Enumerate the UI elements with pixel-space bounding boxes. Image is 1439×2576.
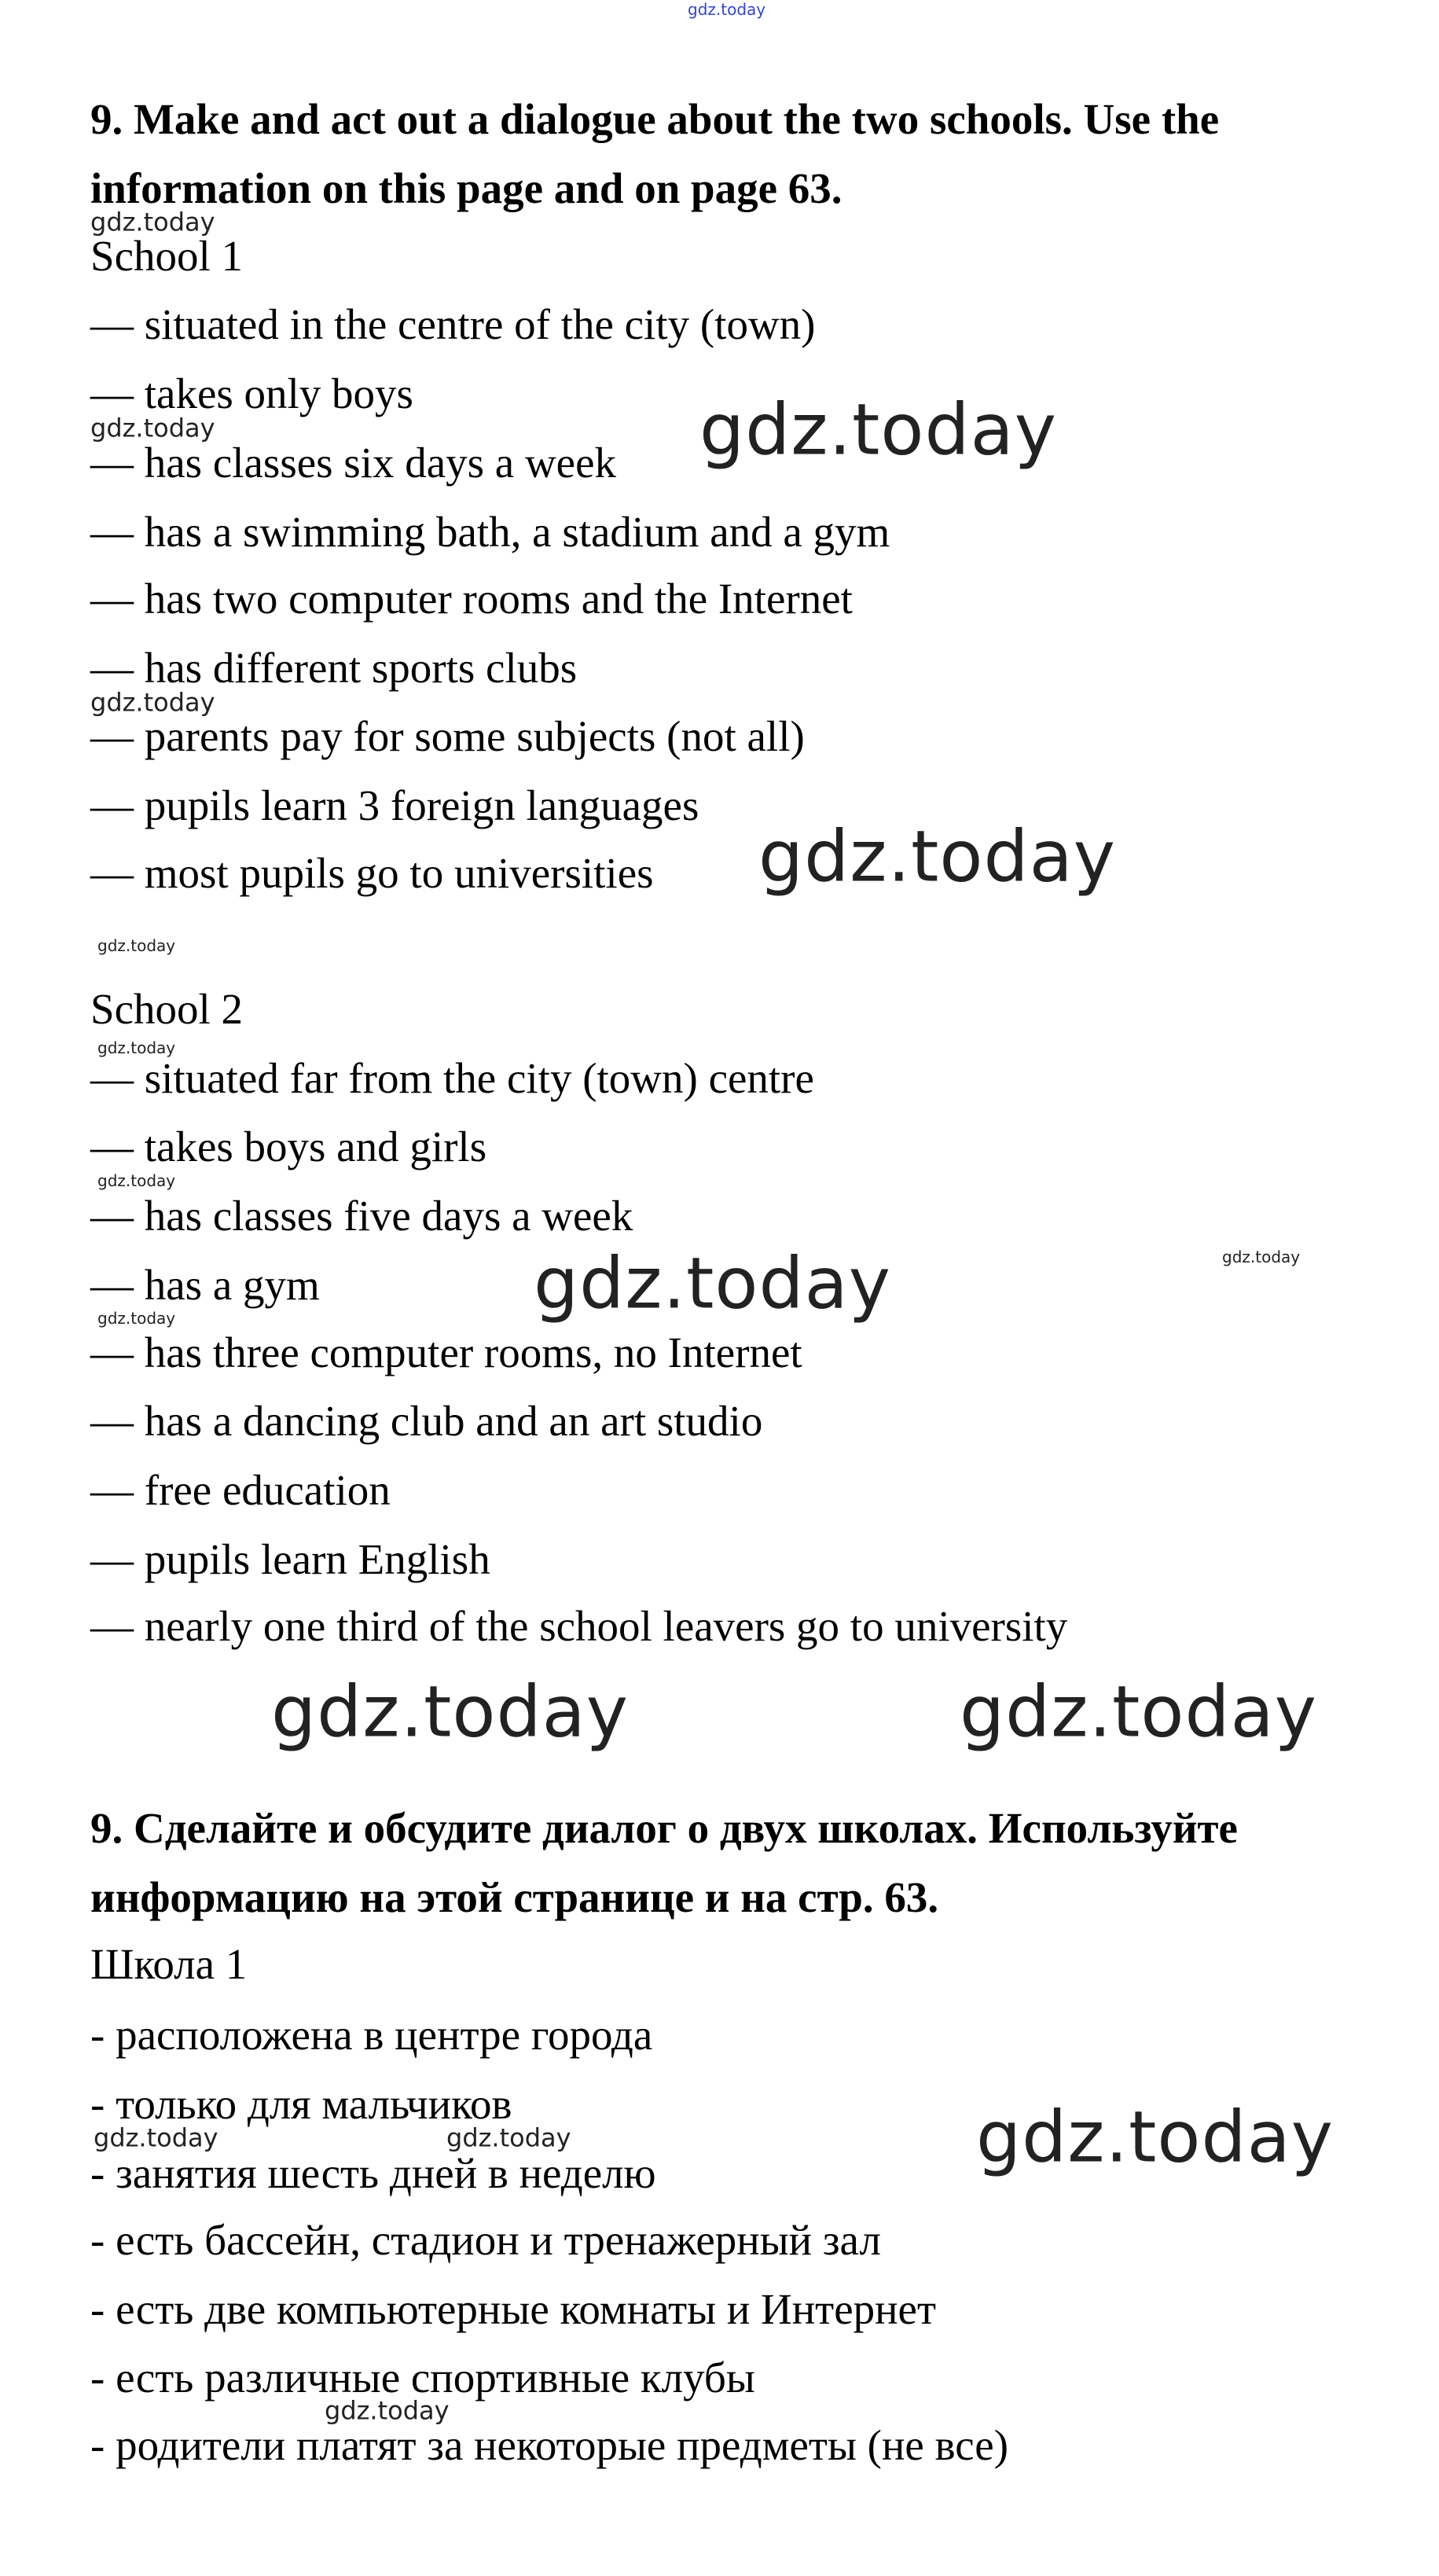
list-item: — situated far from the city (town) centre bbox=[90, 1054, 814, 1102]
list-item: - расположена в центре города bbox=[90, 2011, 653, 2059]
list-item: — takes only boys bbox=[90, 369, 413, 417]
list-item: — parents pay for some subjects (not all) bbox=[90, 712, 805, 760]
list-item: — has a dancing club and an art studio bbox=[90, 1397, 763, 1445]
watermark: gdz.today bbox=[271, 1670, 630, 1754]
watermark: gdz.today bbox=[758, 815, 1117, 898]
watermark: gdz.today bbox=[960, 1670, 1318, 1754]
list-item: — situated in the centre of the city (town) bbox=[90, 300, 816, 348]
watermark: gdz.today bbox=[325, 2395, 450, 2426]
watermark: gdz.today bbox=[97, 936, 176, 955]
watermark: gdz.today bbox=[534, 1242, 892, 1325]
list-item: — most pupils go to universities bbox=[90, 849, 654, 897]
school-2-heading: School 2 bbox=[90, 985, 244, 1033]
list-item: - родители платят за некоторые предметы (не все) bbox=[90, 2421, 1009, 2469]
list-item: — free education bbox=[90, 1466, 391, 1514]
watermark: gdz.today bbox=[976, 2096, 1334, 2179]
watermark: gdz.today bbox=[446, 2122, 571, 2153]
watermark: gdz.today bbox=[90, 207, 215, 237]
list-item: - есть две компьютерные комнаты и Интернет bbox=[90, 2285, 936, 2333]
list-item: - только для мальчиков bbox=[90, 2080, 512, 2128]
list-item: — has a gym bbox=[90, 1261, 320, 1309]
list-item: — pupils learn 3 foreign languages bbox=[90, 781, 699, 829]
watermark: gdz.today bbox=[699, 388, 1058, 472]
watermark: gdz.today bbox=[97, 1309, 176, 1328]
school-1-heading-ru: Школа 1 bbox=[90, 1940, 248, 1988]
exercise-title-ru-line-1: 9. Сделайте и обсудите диалог о двух школах. Используйте bbox=[90, 1804, 1238, 1852]
watermark: gdz.today bbox=[90, 687, 215, 718]
list-item: - есть бассейн, стадион и тренажерный зал bbox=[90, 2216, 881, 2264]
list-item: — pupils learn English bbox=[90, 1535, 490, 1583]
watermark: gdz.today bbox=[97, 1171, 176, 1190]
exercise-title-ru-line-2: информацию на этой странице и на стр. 63. bbox=[90, 1873, 939, 1921]
list-item: — nearly one third of the school leavers go to university bbox=[90, 1602, 1068, 1650]
exercise-title-line-2: information on this page and on page 63. bbox=[90, 164, 842, 212]
list-item: - занятия шесть дней в неделю bbox=[90, 2149, 656, 2197]
list-item: — has a swimming bath, a stadium and a gym bbox=[90, 508, 890, 556]
list-item: — has different sports clubs bbox=[90, 644, 578, 692]
watermark: gdz.today bbox=[97, 1038, 176, 1057]
exercise-title-line-1: 9. Make and act out a dialogue about the two schools. Use the bbox=[90, 95, 1220, 143]
watermark: gdz.today bbox=[688, 0, 766, 19]
watermark: gdz.today bbox=[90, 413, 215, 443]
list-item: - есть различные спортивные клубы bbox=[90, 2354, 755, 2401]
watermark: gdz.today bbox=[1222, 1248, 1301, 1266]
list-item: — takes boys and girls bbox=[90, 1123, 487, 1170]
list-item: — has three computer rooms, no Internet bbox=[90, 1328, 802, 1376]
list-item: — has two computer rooms and the Internet bbox=[90, 575, 853, 623]
list-item: — has classes six days a week bbox=[90, 439, 616, 487]
list-item: — has classes five days a week bbox=[90, 1192, 633, 1240]
school-1-heading: School 1 bbox=[90, 232, 244, 280]
watermark: gdz.today bbox=[94, 2122, 218, 2153]
